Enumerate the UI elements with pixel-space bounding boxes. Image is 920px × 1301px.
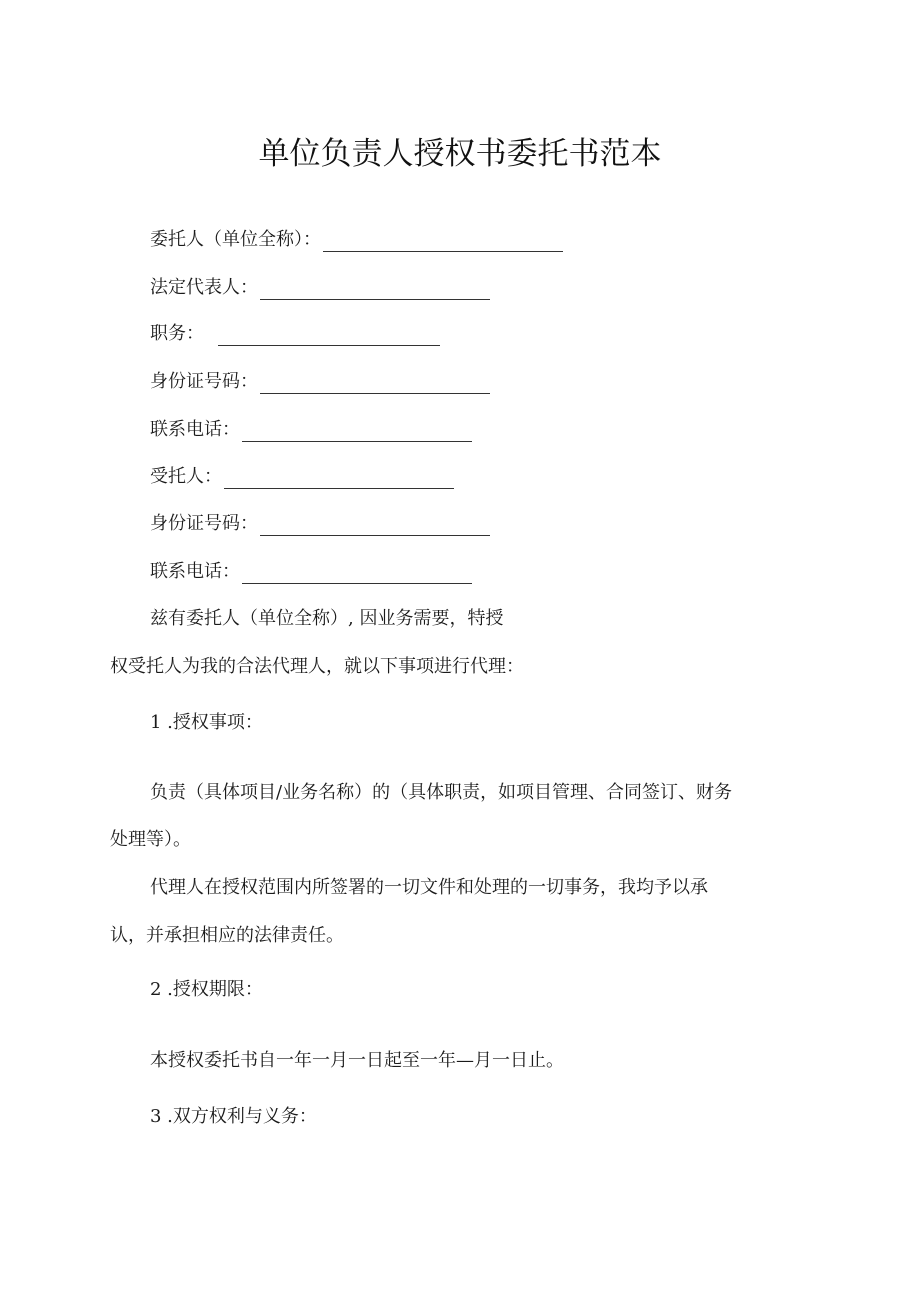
blank-line[interactable] [242,564,472,584]
field-agent-id-number [150,512,490,536]
section-1-para-2-line-2: 认，并承担相应的法律责任。 [110,925,344,946]
intro-line-2: 权受托人为我的合法代理人，就以下事项进行代理： [110,656,524,677]
field-label: 联系电话： [150,561,240,582]
section-2-text: 本授权委托书自一年一月一日起至一年—月一日止。 [150,1050,564,1071]
blank-line[interactable] [260,374,490,394]
section-1-heading: 1 .授权事项： [150,712,263,733]
field-principal [150,228,563,252]
field-id-number [150,370,490,394]
section-3-heading: 3 .双方权利与义务： [150,1106,317,1127]
field-legal-representative [150,276,490,300]
field-label: 职务： [150,323,204,344]
section-1-para-2-line-1: 代理人在授权范围内所签署的一切文件和处理的一切事务，我均予以承 [150,877,708,898]
field-label: 委托人（单位全称）： [150,229,321,250]
field-label: 身份证号码： [150,371,258,392]
blank-line[interactable] [224,469,454,489]
field-label: 身份证号码： [150,513,258,534]
blank-line[interactable] [218,326,440,346]
field-label: 法定代表人： [150,277,258,298]
field-agent [150,465,454,489]
blank-line[interactable] [242,422,472,442]
blank-line[interactable] [260,280,490,300]
section-1-para-1-line-2: 处理等）。 [110,829,191,850]
intro-line-1: 兹有委托人（单位全称）, 因业务需要，特授 [150,608,504,629]
blank-line[interactable] [323,232,563,252]
field-phone [150,418,472,442]
field-position [150,322,440,346]
document-title: 单位负责人授权书委托书范本 [258,136,662,172]
field-agent-phone [150,560,472,584]
section-1-para-1-line-1: 负责（具体项目/业务名称）的（具体职责，如项目管理、合同签订、财务 [150,782,733,803]
blank-line[interactable] [260,516,490,536]
field-label: 联系电话： [150,419,240,440]
field-label: 受托人： [150,466,222,487]
section-2-heading: 2 .授权期限： [150,979,263,1000]
